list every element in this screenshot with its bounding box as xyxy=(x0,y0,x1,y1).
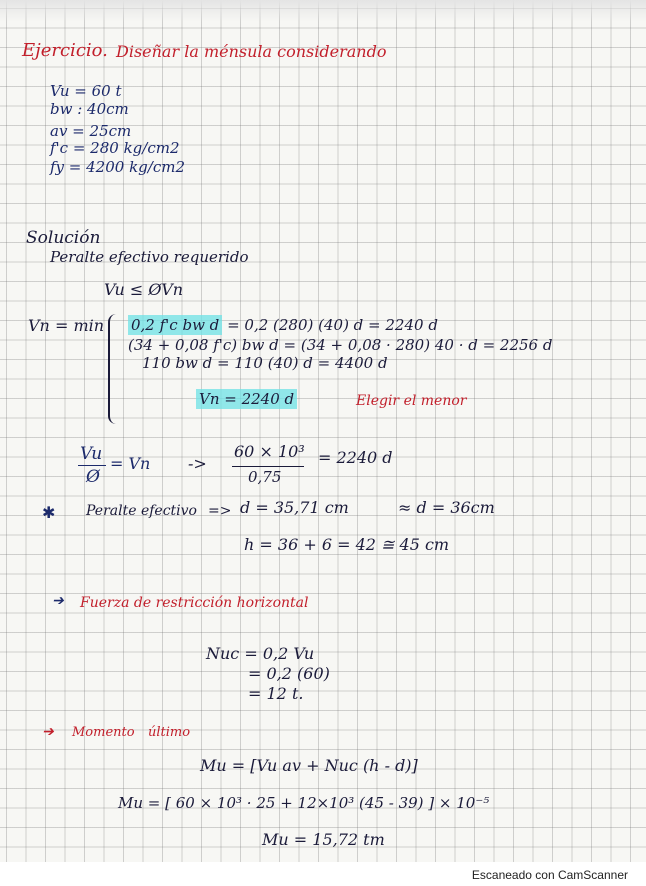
given-fc: f'c = 280 kg/cm2 xyxy=(50,139,180,157)
peralte-label: Peralte efectivo xyxy=(86,503,197,519)
strength-condition: Vu ≤ ØVn xyxy=(104,280,184,299)
arrow-bullet-2-icon: ➔ xyxy=(42,724,54,740)
solution-subheading: Peralte efectivo requerido xyxy=(50,248,249,266)
eq-bar xyxy=(232,466,304,467)
vn-row-1 xyxy=(128,318,438,333)
mu-result: Mu = 15,72 tm xyxy=(262,830,385,849)
vn-row-3-lhs: 110 bw d xyxy=(142,354,213,372)
eq-rhs: = 2240 d xyxy=(318,448,393,467)
nuc-line-2: = 0,2 (60) xyxy=(248,664,330,683)
peralte-d: d = 35,71 cm xyxy=(240,498,349,517)
vn-row-1-lhs: 0,2 f'c bw d xyxy=(128,315,222,335)
vn-row-2-lhs: (34 + 0,08 f'c) bw d xyxy=(128,336,279,354)
scanner-footer: Escaneado con CamScanner xyxy=(471,868,628,882)
vn-result xyxy=(196,392,297,407)
peralte-arrow: => xyxy=(208,503,232,519)
peralte-rounded: ≈ d = 36cm xyxy=(398,498,495,517)
mu-substitution: Mu = [ 60 × 10³ · 25 + 12×10³ (45 - 39) ] × 10⁻⁵ xyxy=(118,794,490,812)
momento-heading-1: Momento xyxy=(72,725,135,740)
arrow-bullet-icon: ➔ xyxy=(52,593,64,609)
solution-heading: Solución xyxy=(26,228,101,248)
eq-arrow: -> xyxy=(188,454,207,473)
eq-num: 60 × 10³ xyxy=(234,442,305,461)
vn-row-1-rhs: = 0,2 (280) (40) d = 2240 d xyxy=(227,316,438,334)
vn-min-label: Vn = min xyxy=(28,316,105,335)
eq-frac-bar xyxy=(78,465,106,466)
vn-brace xyxy=(108,314,120,424)
vn-row-3-rhs: = 110 (40) d = 4400 d xyxy=(217,354,388,372)
exercise-statement: Diseñar la ménsula considerando xyxy=(116,42,387,61)
vn-row-2-rhs: = (34 + 0,08 · 280) 40 · d = 2256 d xyxy=(283,336,553,354)
given-av: av = 25cm xyxy=(50,122,132,140)
eq-frac-den: Ø xyxy=(86,467,100,487)
mu-formula: Mu = [Vu av + Nuc (h - d)] xyxy=(200,756,418,775)
eq-den: 0,75 xyxy=(248,468,282,486)
given-vu: Vu = 60 t xyxy=(50,82,122,100)
exercise-label: Ejercicio. xyxy=(22,40,108,61)
vn-row-2 xyxy=(128,338,552,353)
nuc-line-1: Nuc = 0,2 Vu xyxy=(206,644,315,663)
fuerza-heading: Fuerza de restricción horizontal xyxy=(80,595,309,611)
given-fy: fy = 4200 kg/cm2 xyxy=(50,158,185,176)
vn-row-3 xyxy=(142,356,388,371)
nuc-line-3: = 12 t. xyxy=(248,684,304,703)
h-line: h = 36 + 6 = 42 ≅ 45 cm xyxy=(244,535,450,554)
vn-result-value: Vn = 2240 d xyxy=(196,389,297,409)
eq-mid: = Vn xyxy=(110,454,151,473)
given-bw: bw : 40cm xyxy=(50,100,129,118)
eq-frac-num: Vu xyxy=(80,444,103,464)
bullet-star-icon: ✱ xyxy=(42,503,56,522)
vn-note: Elegir el menor xyxy=(356,393,467,409)
momento-heading-2: último xyxy=(148,725,191,740)
